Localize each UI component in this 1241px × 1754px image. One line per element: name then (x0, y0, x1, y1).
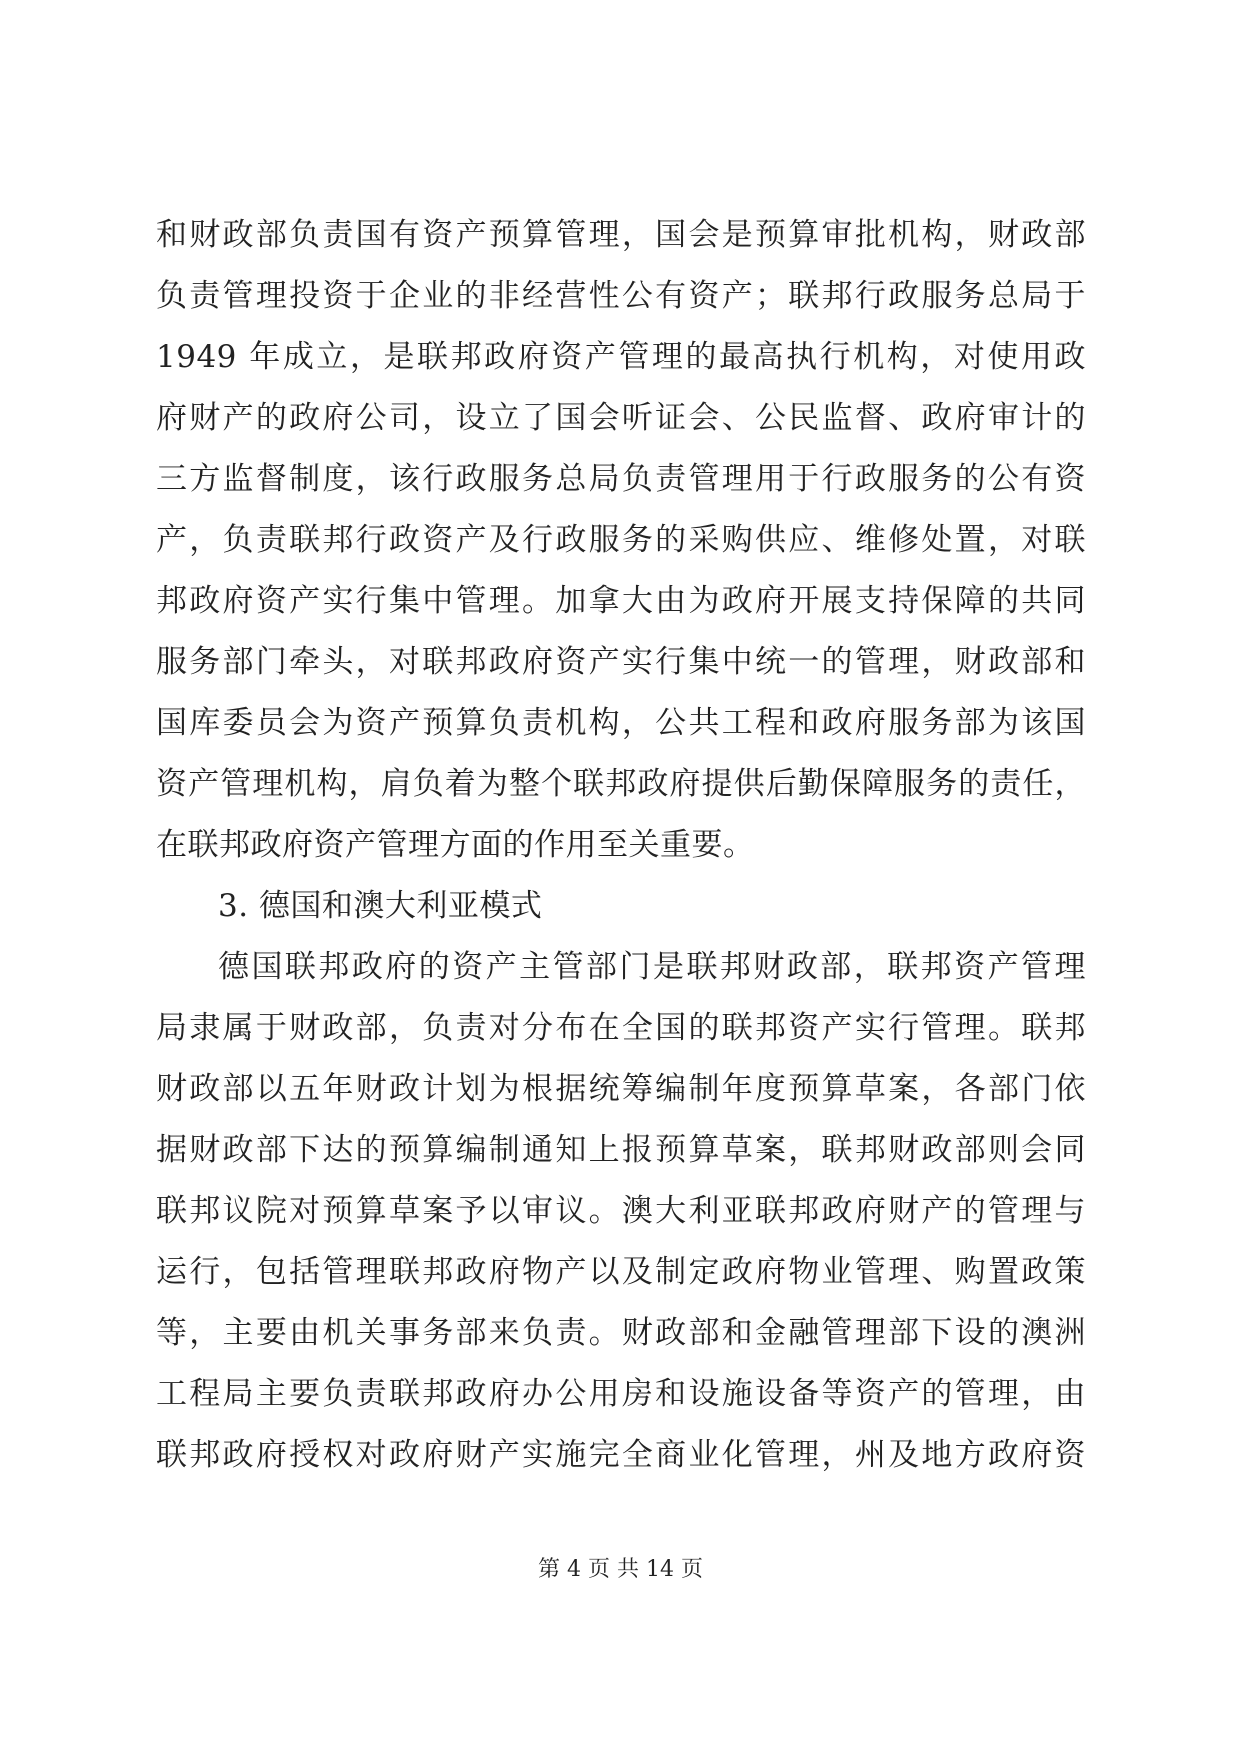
text-line: 邦政府资产实行集中管理。加拿大由为政府开展支持保障的共同 (156, 583, 1086, 619)
text-line: 资产管理机构，肩负着为整个联邦政府提供后勤保障服务的责任， (156, 766, 1086, 802)
text-line: 局隶属于财政部，负责对分布在全国的联邦资产实行管理。联邦 (156, 1010, 1086, 1046)
text-line: 工程局主要负责联邦政府办公用房和设施设备等资产的管理，由 (156, 1376, 1086, 1412)
text-line: 产，负责联邦行政资产及行政服务的采购供应、维修处置，对联 (156, 522, 1086, 558)
text-line: 1949 年成立，是联邦政府资产管理的最高执行机构，对使用政 (156, 339, 1086, 375)
text-line: 负责管理投资于企业的非经营性公有资产；联邦行政服务总局于 (156, 278, 1086, 314)
paragraph-federal-assets (156, 205, 1086, 876)
section-heading: 3. 德国和澳大利亚模式 (218, 888, 543, 924)
text-line: 府财产的政府公司，设立了国会听证会、公民监督、政府审计的 (156, 400, 1086, 436)
document-body (156, 205, 1086, 1486)
text-line: 在联邦政府资产管理方面的作用至关重要。 (156, 827, 755, 863)
text-line: 财政部以五年财政计划为根据统筹编制年度预算草案，各部门依 (156, 1071, 1086, 1107)
text-line: 等，主要由机关事务部来负责。财政部和金融管理部下设的澳洲 (156, 1315, 1086, 1351)
text-line: 国库委员会为资产预算负责机构，公共工程和政府服务部为该国 (156, 705, 1086, 741)
text-line: 德国联邦政府的资产主管部门是联邦财政部，联邦资产管理 (218, 949, 1086, 985)
text-line: 三方监督制度，该行政服务总局负责管理用于行政服务的公有资 (156, 461, 1086, 497)
page-number-footer: 第 4 页 共 14 页 (538, 1557, 703, 1582)
text-line: 和财政部负责国有资产预算管理，国会是预算审批机构，财政部 (156, 217, 1086, 253)
text-line: 据财政部下达的预算编制通知上报预算草案，联邦财政部则会同 (156, 1132, 1086, 1168)
text-line: 服务部门牵头，对联邦政府资产实行集中统一的管理，财政部和 (156, 644, 1086, 680)
text-line: 联邦政府授权对政府财产实施完全商业化管理，州及地方政府资 (156, 1437, 1086, 1473)
text-line: 运行，包括管理联邦政府物产以及制定政府物业管理、购置政策 (156, 1254, 1086, 1290)
text-line: 联邦议院对预算草案予以审议。澳大利亚联邦政府财产的管理与 (156, 1193, 1086, 1229)
paragraph-germany-australia (156, 937, 1086, 1486)
